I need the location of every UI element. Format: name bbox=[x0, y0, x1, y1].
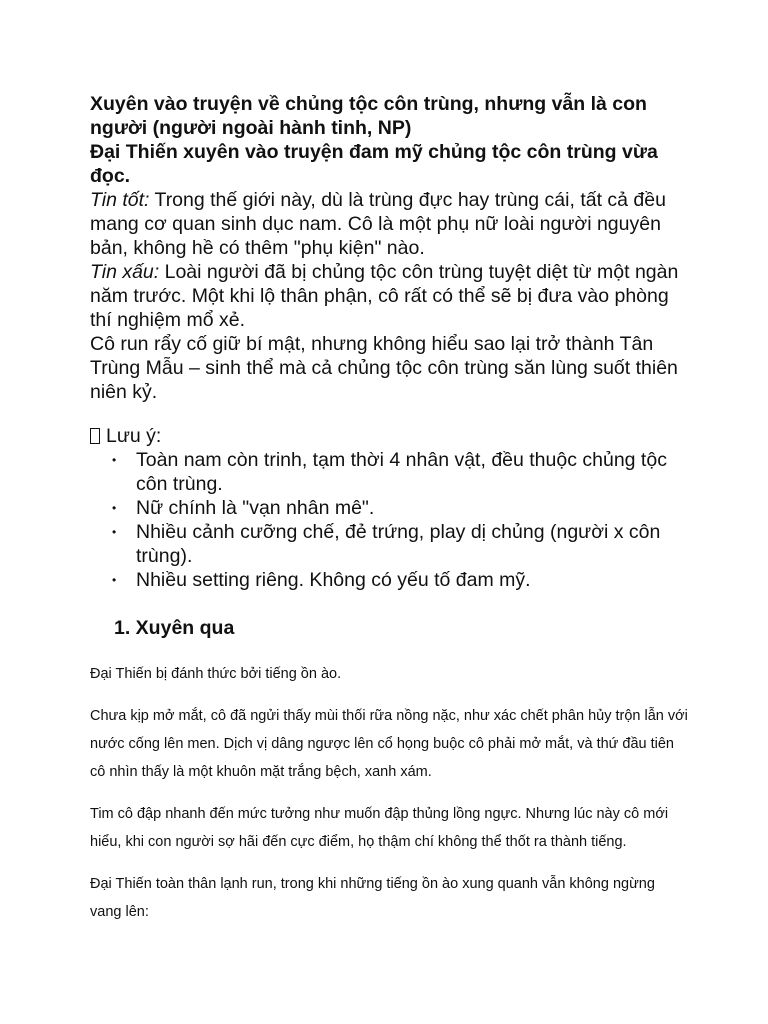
document-page bbox=[90, 92, 690, 926]
bad-news-text: Loài người đã bị chủng tộc côn trùng tuyệt diệt từ một ngàn năm trước. Một khi lộ thân phận, cô rất có thể sẽ bị đưa vào phòng thí nghiệm mổ xẻ. bbox=[90, 261, 679, 331]
bad-news-paragraph bbox=[90, 260, 690, 332]
chapter-title: 1. Xuyên qua bbox=[114, 617, 235, 639]
body-paragraph: Chưa kịp mở mắt, cô đã ngửi thấy mùi thối rữa nồng nặc, như xác chết phân hủy trộn lẫn với nước cống lên men. Dịch vị dâng ngược lên cổ họng buộc cô phải mở mắt, và thứ đầu tiên cô nhìn thấy là một khuôn mặt trắng bệch, xanh xám. bbox=[90, 708, 688, 780]
bullet-icon: • bbox=[112, 501, 117, 515]
good-news-text: Trong thế giới này, dù là trùng đực hay trùng cái, tất cả đều mang cơ quan sinh dục nam. Cô là một phụ nữ loài người nguyên bản, không hề có thêm "phụ kiện" nào. bbox=[90, 189, 666, 259]
bullet-icon: • bbox=[112, 453, 117, 467]
list-item bbox=[112, 520, 690, 568]
good-news-label: Tin tốt: bbox=[90, 189, 150, 211]
list-item-text: Nhiều cảnh cưỡng chế, đẻ trứng, play dị chủng (người x côn trùng). bbox=[136, 521, 661, 567]
bullet-icon: • bbox=[112, 573, 117, 587]
list-item-text: Nhiều setting riêng. Không có yếu tố đam mỹ. bbox=[136, 569, 531, 591]
good-news-paragraph bbox=[90, 188, 690, 260]
list-item bbox=[112, 496, 690, 520]
bad-news-label: Tin xấu: bbox=[90, 261, 160, 283]
list-item-text: Nữ chính là "vạn nhân mê". bbox=[136, 497, 375, 519]
notes-list bbox=[90, 448, 690, 592]
bullet-icon: • bbox=[112, 525, 117, 539]
note-heading bbox=[90, 424, 690, 448]
list-item-text: Toàn nam còn trinh, tạm thời 4 nhân vật, đều thuộc chủng tộc côn trùng. bbox=[136, 449, 667, 495]
note-label: Lưu ý: bbox=[106, 425, 162, 447]
list-item bbox=[112, 568, 690, 592]
body-paragraph: Đại Thiến bị đánh thức bởi tiếng ồn ào. bbox=[90, 666, 342, 682]
document-heading-2: Đại Thiến xuyên vào truyện đam mỹ chủng tộc côn trùng vừa đọc. bbox=[90, 141, 658, 187]
body-paragraph: Đại Thiến toàn thân lạnh run, trong khi những tiếng ồn ào xung quanh vẫn không ngừng vang lên: bbox=[90, 876, 655, 920]
missing-glyph-icon bbox=[90, 428, 100, 444]
list-item bbox=[112, 448, 690, 496]
body-paragraph: Tim cô đập nhanh đến mức tưởng như muốn đập thủng lồng ngực. Nhưng lúc này cô mới hiểu, khi con người sợ hãi đến cực điểm, họ thậm chí không thể thốt ra thành tiếng. bbox=[90, 806, 669, 850]
document-heading-1: Xuyên vào truyện về chủng tộc côn trùng, nhưng vẫn là con người (người ngoài hành tinh, NP) bbox=[90, 93, 647, 139]
summary-paragraph: Cô run rẩy cố giữ bí mật, nhưng không hiểu sao lại trở thành Tân Trùng Mẫu – sinh thể mà cả chủng tộc côn trùng săn lùng suốt thiên niên kỷ. bbox=[90, 333, 678, 403]
